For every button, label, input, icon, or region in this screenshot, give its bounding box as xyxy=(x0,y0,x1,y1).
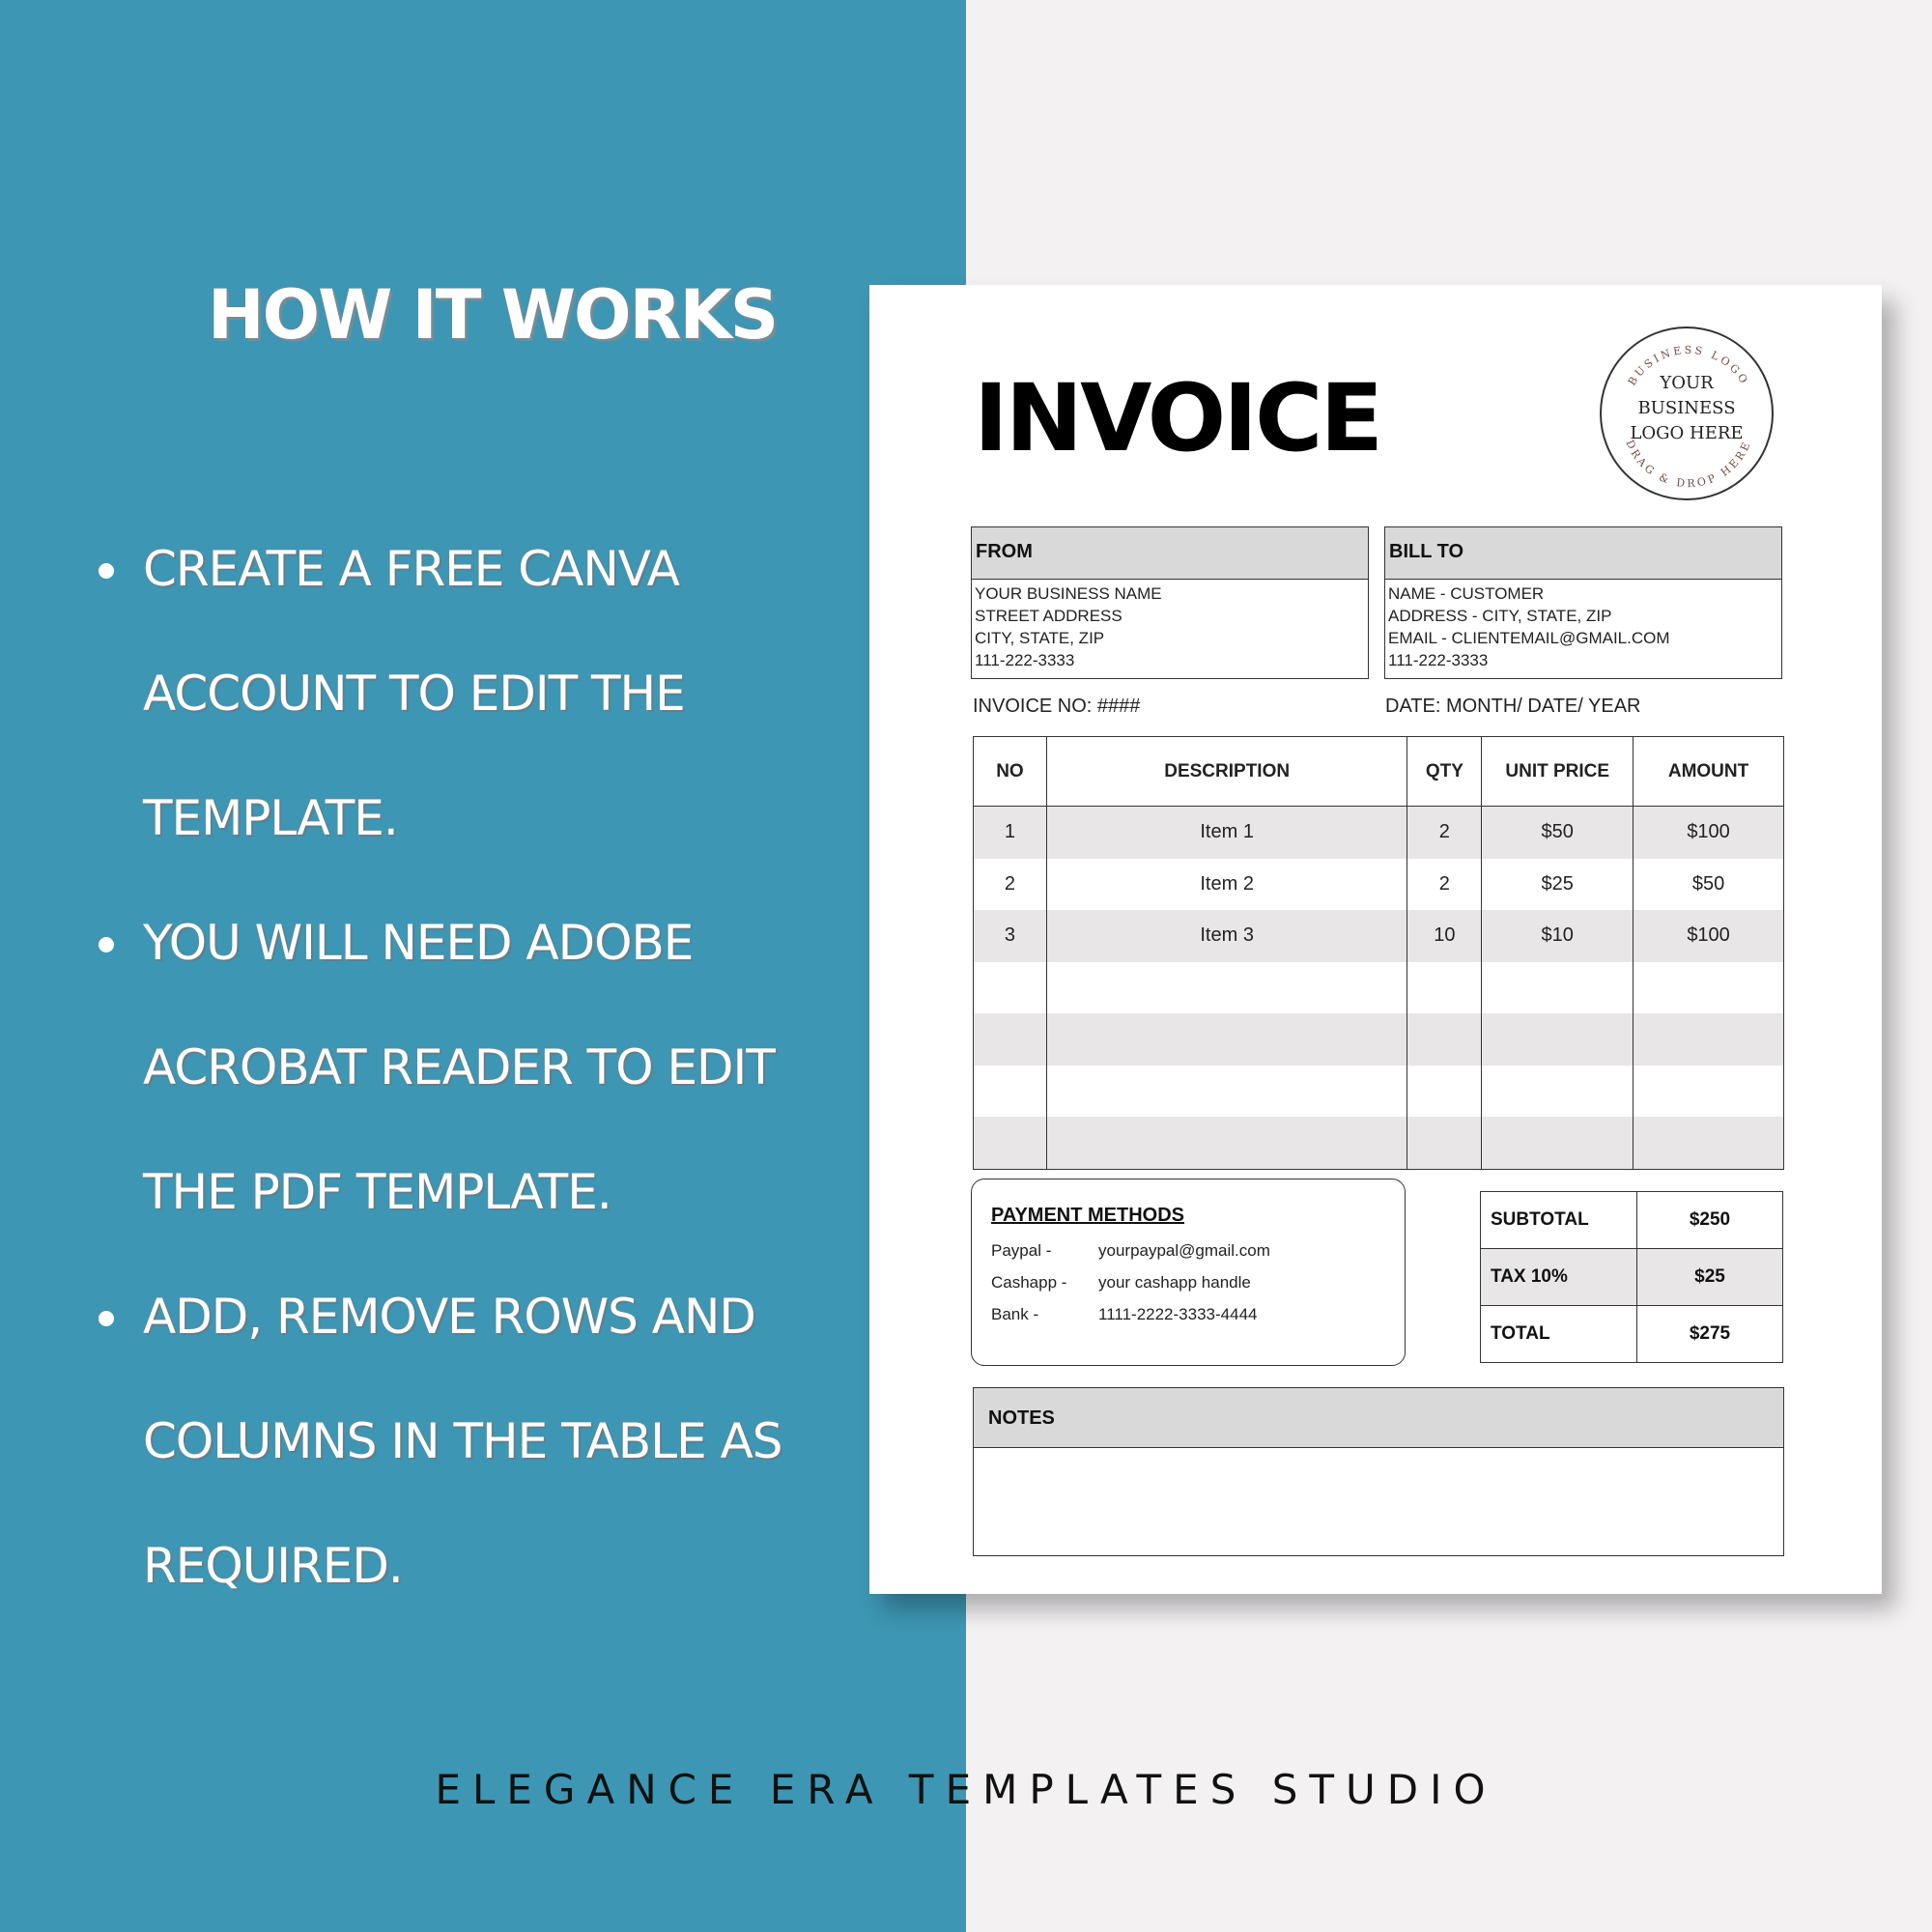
from-line: STREET ADDRESS xyxy=(975,607,1122,625)
totals-row xyxy=(1481,1249,1783,1306)
table-cell: 3 xyxy=(974,910,1047,962)
from-box xyxy=(971,526,1369,679)
business-logo-placeholder xyxy=(1600,327,1774,500)
instruction-item xyxy=(97,507,831,881)
table-cell: Item 3 xyxy=(1046,910,1407,962)
bill-to-details xyxy=(1385,580,1781,671)
column-header: DESCRIPTION xyxy=(1046,737,1407,807)
table-header-row xyxy=(974,737,1784,807)
payment-methods-title: PAYMENT METHODS xyxy=(991,1205,1185,1226)
logo-line: BUSINESS xyxy=(1637,398,1736,418)
instruction-text: ADD, REMOVE ROWS AND COLUMNS IN THE TABLE AS REQUIRED. xyxy=(143,1289,782,1594)
payment-method-label: Cashapp - xyxy=(991,1273,1067,1292)
column-header: AMOUNT xyxy=(1634,737,1784,807)
payment-method-label: Paypal - xyxy=(991,1241,1052,1260)
invoice-date: DATE: MONTH/ DATE/ YEAR xyxy=(1385,696,1641,717)
table-cell xyxy=(1046,1117,1407,1169)
instruction-text: YOU WILL NEED ADOBE ACROBAT READER TO EDIT THE PDF TEMPLATE. xyxy=(143,915,775,1220)
from-heading: FROM xyxy=(972,527,1368,580)
invoice-page xyxy=(869,285,1882,1594)
bill-to-line: EMAIL - CLIENTEMAIL@GMAIL.COM xyxy=(1388,629,1670,647)
table-cell: $10 xyxy=(1482,910,1634,962)
table-cell xyxy=(1634,1065,1784,1118)
table-cell xyxy=(1046,962,1407,1014)
table-cell xyxy=(1482,962,1634,1014)
payment-methods-box xyxy=(971,1179,1406,1366)
studio-brand: ELEGANCE ERA TEMPLATES STUDIO xyxy=(435,1766,1497,1813)
table-cell xyxy=(974,1065,1047,1118)
from-line: YOUR BUSINESS NAME xyxy=(975,584,1162,603)
payment-method-row xyxy=(991,1241,1270,1261)
invoice-number: INVOICE NO: #### xyxy=(973,696,1141,717)
from-line: CITY, STATE, ZIP xyxy=(975,629,1105,647)
table-cell xyxy=(1482,1013,1634,1065)
table-cell xyxy=(974,962,1047,1014)
payment-method-row xyxy=(991,1273,1251,1293)
table-cell xyxy=(1482,1117,1634,1169)
table-cell xyxy=(1407,1065,1482,1118)
bill-to-line: ADDRESS - CITY, STATE, ZIP xyxy=(1388,607,1612,625)
totals-value: $275 xyxy=(1637,1306,1783,1363)
table-cell: Item 1 xyxy=(1046,807,1407,859)
table-cell xyxy=(1407,1013,1482,1065)
table-cell: $25 xyxy=(1482,859,1634,911)
table-cell xyxy=(1407,962,1482,1014)
totals-row xyxy=(1481,1306,1783,1363)
table-cell: 2 xyxy=(974,859,1047,911)
invoice-title: INVOICE xyxy=(974,364,1381,472)
table-cell: 1 xyxy=(974,807,1047,859)
table-cell xyxy=(1482,1065,1634,1118)
table-cell: 2 xyxy=(1407,807,1482,859)
totals-label: TOTAL xyxy=(1481,1306,1637,1363)
table-row xyxy=(974,807,1784,859)
table-cell: $100 xyxy=(1634,910,1784,962)
bill-to-line: NAME - CUSTOMER xyxy=(1388,584,1545,603)
svg-text:BUSINESS LOGO: BUSINESS LOGO xyxy=(1625,343,1752,388)
table-row xyxy=(974,910,1784,962)
table-cell xyxy=(1046,1013,1407,1065)
instruction-item xyxy=(97,1255,831,1629)
table-cell xyxy=(974,1117,1047,1169)
how-it-works-title: HOW IT WORKS xyxy=(208,275,778,355)
bill-to-heading: BILL TO xyxy=(1385,527,1781,580)
svg-text:DRAG & DROP HERE: DRAG & DROP HERE xyxy=(1623,438,1754,491)
bullet-dot-icon xyxy=(99,563,114,579)
table-row xyxy=(974,1065,1784,1118)
instructions-list xyxy=(97,507,831,1629)
logo-line: LOGO HERE xyxy=(1630,423,1744,443)
notes-heading: NOTES xyxy=(974,1388,1783,1448)
column-header: UNIT PRICE xyxy=(1482,737,1634,807)
table-row xyxy=(974,962,1784,1014)
totals-value: $25 xyxy=(1637,1249,1783,1306)
table-cell: Item 2 xyxy=(1046,859,1407,911)
bullet-dot-icon xyxy=(99,937,114,952)
logo-line: YOUR xyxy=(1660,373,1714,393)
table-row xyxy=(974,859,1784,911)
table-cell xyxy=(1407,1117,1482,1169)
table-cell xyxy=(1634,1117,1784,1169)
table-cell xyxy=(1046,1065,1407,1118)
table-cell: $100 xyxy=(1634,807,1784,859)
notes-box xyxy=(973,1387,1784,1556)
logo-center-text xyxy=(1602,371,1772,446)
table-cell: 10 xyxy=(1407,910,1482,962)
totals-value: $250 xyxy=(1637,1192,1783,1249)
table-cell: 2 xyxy=(1407,859,1482,911)
totals-table xyxy=(1480,1191,1783,1363)
totals-row xyxy=(1481,1192,1783,1249)
from-details xyxy=(972,580,1368,671)
instruction-text: CREATE A FREE CANVA ACCOUNT TO EDIT THE TEMPLATE. xyxy=(143,541,685,846)
totals-label: TAX 10% xyxy=(1481,1249,1637,1306)
table-row xyxy=(974,1013,1784,1065)
table-cell: $50 xyxy=(1482,807,1634,859)
payment-method-value: your cashapp handle xyxy=(1098,1273,1251,1292)
bullet-dot-icon xyxy=(99,1311,114,1326)
totals-label: SUBTOTAL xyxy=(1481,1192,1637,1249)
table-cell xyxy=(1634,962,1784,1014)
line-items-table xyxy=(973,736,1784,1170)
from-line: 111-222-3333 xyxy=(975,651,1075,669)
table-row xyxy=(974,1117,1784,1169)
table-cell: $50 xyxy=(1634,859,1784,911)
bill-to-line: 111-222-3333 xyxy=(1388,651,1489,669)
payment-method-value: yourpaypal@gmail.com xyxy=(1098,1241,1270,1260)
payment-method-row xyxy=(991,1305,1257,1324)
bill-to-box xyxy=(1384,526,1782,679)
payment-method-label: Bank - xyxy=(991,1305,1039,1323)
instruction-item xyxy=(97,881,831,1255)
table-cell xyxy=(1634,1013,1784,1065)
column-header: NO xyxy=(974,737,1047,807)
payment-method-value: 1111-2222-3333-4444 xyxy=(1098,1305,1258,1323)
table-cell xyxy=(974,1013,1047,1065)
column-header: QTY xyxy=(1407,737,1482,807)
